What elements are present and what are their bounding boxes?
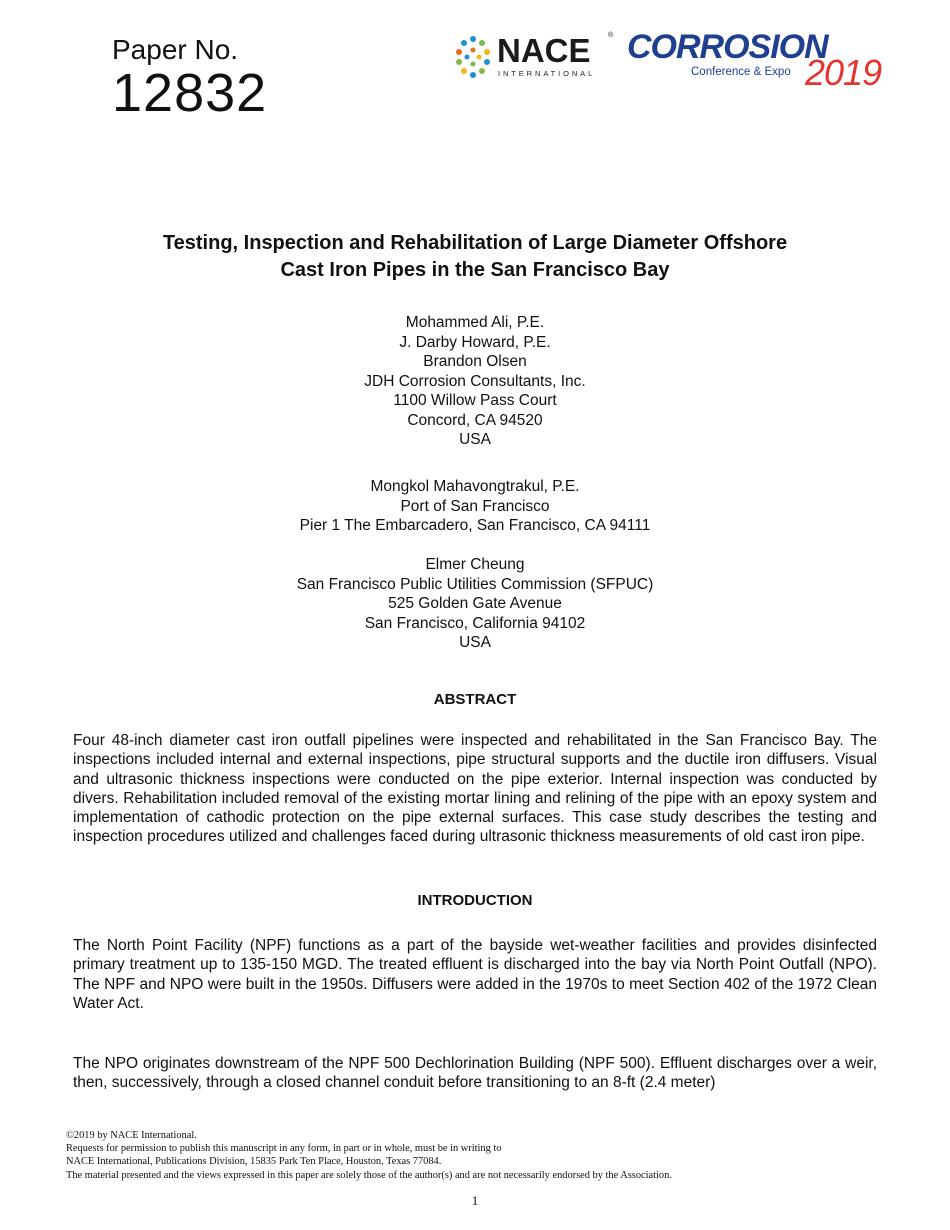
footer-line: ©2019 by NACE International.	[66, 1130, 197, 1141]
author-line: Mongkol Mahavongtrakul, P.E.	[370, 478, 580, 495]
author-block-sfpuc	[175, 555, 775, 653]
author-line: Pier 1 The Embarcadero, San Francisco, CA 94111	[299, 517, 651, 534]
corrosion-wordmark: CORROSION	[627, 28, 828, 66]
author-line: Elmer Cheung	[425, 556, 525, 573]
registered-mark: ®	[608, 32, 614, 39]
introduction-paragraph-2: The NPO originates downstream of the NPF 500 Dechlorination Building (NPF 500). Effluent discharges over a weir, then, successively, through a closed channel conduit before transitioning to an 8-ft (2.4 meter)	[73, 1055, 877, 1092]
introduction-paragraph-1: The North Point Facility (NPF) functions as a part of the bayside wet-weather facilities and provides disinfected primary treatment up to 135-150 MGD. The treated effluent is discharged into the bay via North Point Outfall (NPO). The NPF and NPO were built in the 1950s. Diffusers were added in the 1970s to meet Section 402 of the 1972 Clean Water Act.	[73, 937, 877, 1012]
abstract-heading: ABSTRACT	[433, 691, 517, 708]
author-line: J. Darby Howard, P.E.	[399, 333, 551, 351]
title-line: Cast Iron Pipes in the San Francisco Bay	[280, 259, 670, 281]
copyright-footer	[66, 1129, 672, 1182]
footer-line: The material presented and the views expressed in this paper are solely those of the author(s) and are not necessarily endorsed by the Association.	[66, 1169, 672, 1181]
footer-line: NACE International, Publications Division, 15835 Park Ten Place, Houston, Texas 77084.	[66, 1156, 442, 1168]
author-line: 525 Golden Gate Avenue	[388, 595, 562, 612]
footer-line: Requests for permission to publish this manuscript in any form, in part or in whole, must be in writing to	[66, 1143, 502, 1155]
page-number: 1	[471, 1193, 479, 1208]
author-line: 1100 Willow Pass Court	[393, 392, 557, 409]
paper-number-block	[112, 34, 268, 123]
corrosion-year: 2019	[805, 52, 882, 93]
nace-wordmark: NACE	[497, 32, 591, 69]
introduction-heading: INTRODUCTION	[417, 892, 533, 909]
author-block-port	[175, 477, 775, 536]
abstract-text: Four 48-inch diameter cast iron outfall pipelines were inspected and rehabilitated in the San Francisco Bay. The inspections included internal and external inspections, pipe structural supports and the ductile iron diffusers. Visual and ultrasonic thickness inspections were conducted on the pipe exterior. Internal inspection was conducted by divers. Rehabilitation included removal of the existing mortar lining and relining of the pipe with an epoxy system and implementation of cathodic protection on the pipe external surfaces. This case study describes the testing and inspection procedures utilized and challenges faced during ultrasonic thickness measurements of old cast iron pipe.	[73, 732, 877, 846]
author-line: USA	[459, 431, 491, 448]
corrosion-2019-logo	[625, 28, 885, 93]
author-line: Brandon Olsen	[423, 353, 527, 370]
author-line: Mohammed Ali, P.E.	[405, 314, 545, 331]
author-line: San Francisco Public Utilities Commission (SFPUC)	[296, 575, 654, 593]
nace-globe-icon	[453, 34, 493, 80]
paper-number-label: Paper No.	[112, 34, 239, 65]
paper-title	[60, 230, 890, 284]
nace-logo	[453, 32, 613, 82]
title-line: Testing, Inspection and Rehabilitation of Large Diameter Offshore	[162, 232, 788, 254]
paper-number: 12832	[112, 63, 268, 123]
author-line: JDH Corrosion Consultants, Inc.	[364, 372, 586, 390]
corrosion-subtitle: Conference & Expo	[691, 66, 791, 78]
nace-subtitle: INTERNATIONAL	[498, 69, 596, 78]
author-line: Concord, CA 94520	[407, 411, 543, 429]
author-line: San Francisco, California 94102	[364, 614, 586, 632]
author-line: USA	[459, 634, 491, 651]
author-line: Port of San Francisco	[400, 497, 550, 515]
author-block-jdh	[175, 313, 775, 450]
